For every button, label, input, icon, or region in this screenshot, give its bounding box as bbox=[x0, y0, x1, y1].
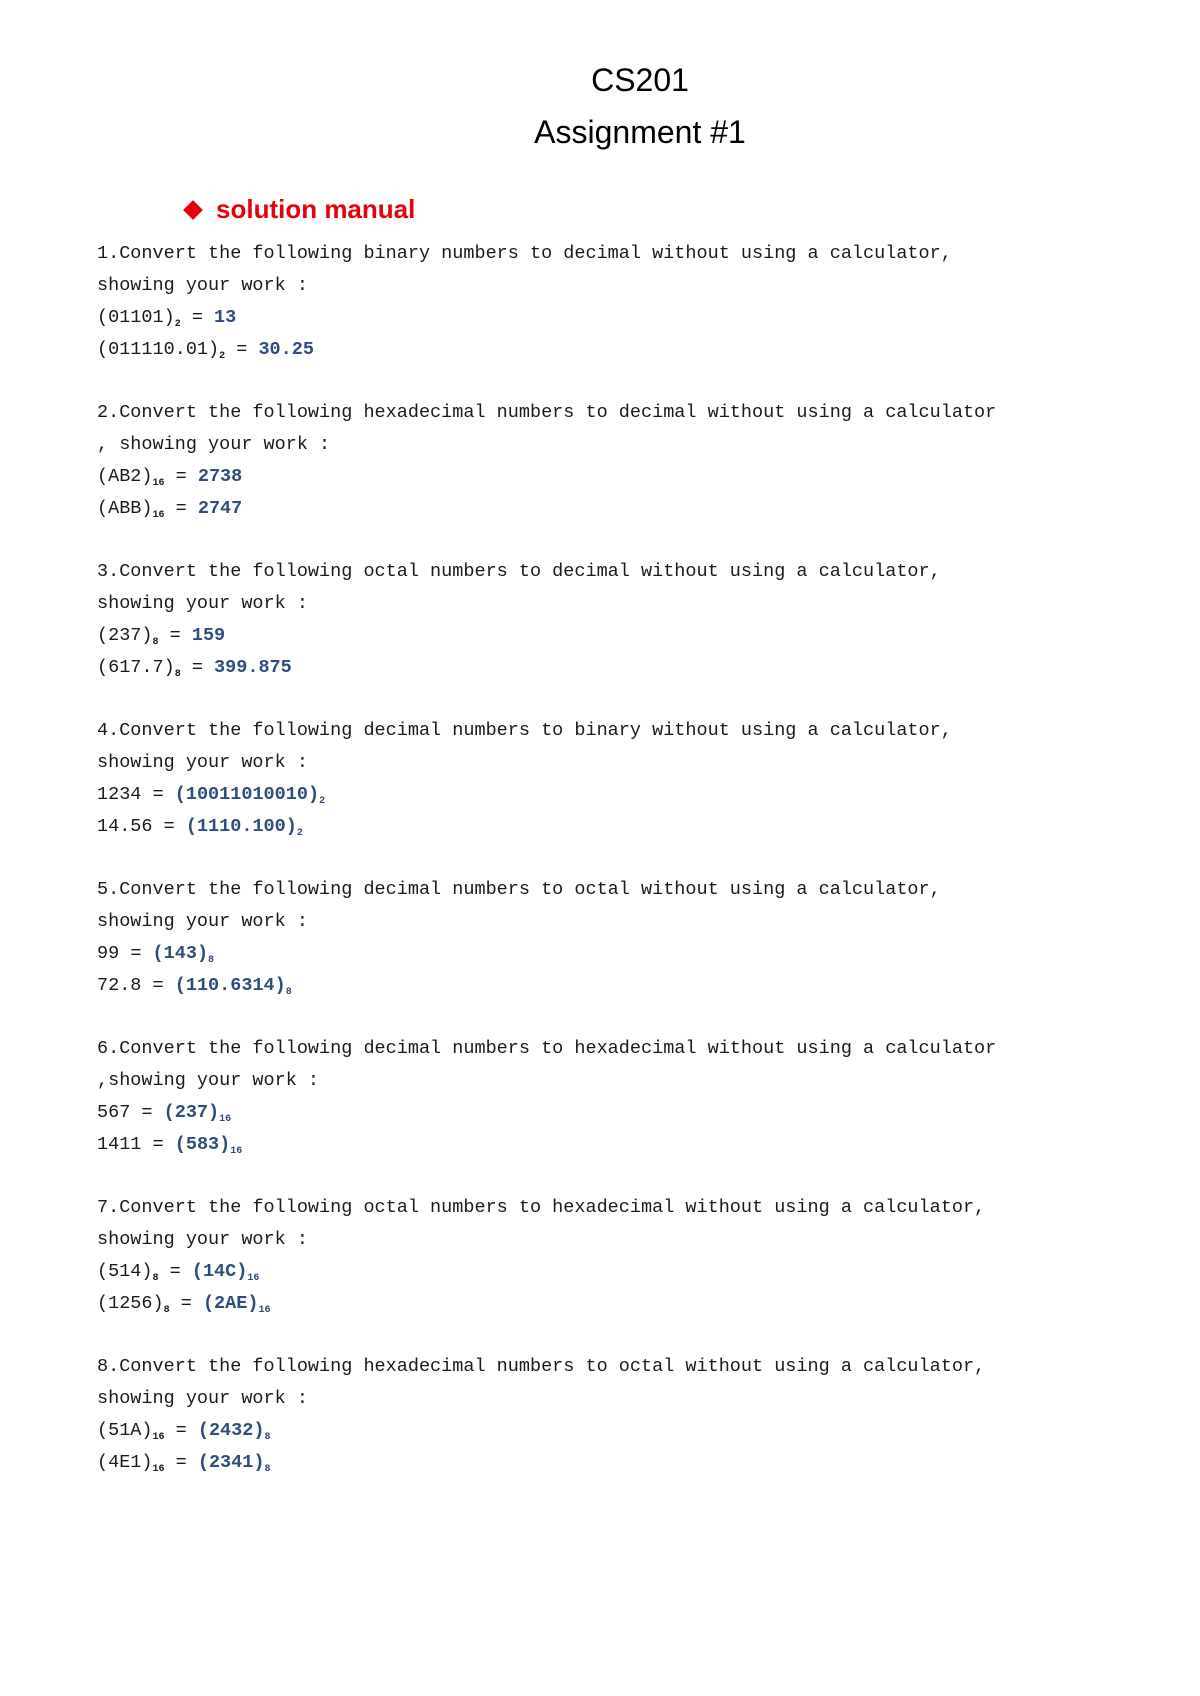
equals-sign: = bbox=[158, 625, 192, 646]
source-base: 2 bbox=[174, 319, 181, 330]
question-text: 3.Convert the following octal numbers to decimal without using a calculator, bbox=[97, 561, 941, 582]
answer-base: 16 bbox=[219, 1114, 232, 1125]
source-base: 16 bbox=[152, 1464, 165, 1475]
question-block bbox=[97, 874, 1137, 1002]
question-block bbox=[97, 1033, 1137, 1161]
question-block bbox=[97, 1192, 1137, 1320]
source-number: (4E1) bbox=[97, 1452, 153, 1473]
source-number: (011110.01) bbox=[97, 339, 220, 360]
conversion-row bbox=[97, 1288, 1137, 1320]
conversion-row bbox=[97, 334, 1137, 366]
question-block bbox=[97, 715, 1137, 843]
answer-number: (2341) bbox=[197, 1452, 265, 1473]
source-number: (ABB) bbox=[97, 498, 153, 519]
answer-base: 2 bbox=[296, 828, 303, 839]
equals-sign: = bbox=[141, 1134, 175, 1155]
equals-sign: = bbox=[164, 1420, 198, 1441]
question-text: showing your work : bbox=[97, 593, 308, 614]
answer-base: 8 bbox=[264, 1464, 271, 1475]
source-number: (AB2) bbox=[97, 466, 153, 487]
source-number: (01101) bbox=[97, 307, 175, 328]
conversion-row bbox=[97, 1415, 1137, 1447]
conversion-row bbox=[97, 1097, 1137, 1129]
equals-sign: = bbox=[119, 943, 153, 964]
question-text: 7.Convert the following octal numbers to hexadecimal without using a calculator, bbox=[97, 1197, 986, 1218]
solution-heading-label: solution manual bbox=[216, 194, 416, 224]
equals-sign: = bbox=[180, 657, 215, 678]
answer-base: 8 bbox=[264, 1432, 271, 1443]
conversion-row bbox=[97, 1447, 1137, 1479]
course-title: CS201 bbox=[591, 62, 689, 98]
source-base: 16 bbox=[152, 510, 165, 521]
question-text: 1.Convert the following binary numbers to decimal without using a calculator, bbox=[97, 243, 952, 264]
source-base: 8 bbox=[163, 1305, 170, 1316]
question-text: showing your work : bbox=[97, 1388, 308, 1409]
question-text: showing your work : bbox=[97, 1229, 308, 1250]
answer-number: 399.875 bbox=[214, 657, 292, 678]
question-block bbox=[97, 397, 1137, 525]
source-base: 2 bbox=[219, 351, 226, 362]
question-text: ,showing your work : bbox=[97, 1070, 320, 1091]
answer-number: (583) bbox=[174, 1134, 231, 1155]
conversion-row bbox=[97, 938, 1137, 970]
question-text: 6.Convert the following decimal numbers to hexadecimal without using a calculator bbox=[97, 1038, 997, 1059]
source-base: 8 bbox=[152, 637, 159, 648]
answer-number: (14C) bbox=[191, 1261, 248, 1282]
conversion-row bbox=[97, 493, 1137, 525]
source-number: (51A) bbox=[97, 1420, 153, 1441]
answer-base: 2 bbox=[319, 796, 326, 807]
answer-number: 159 bbox=[191, 625, 226, 646]
equals-sign: = bbox=[130, 1102, 164, 1123]
equals-sign: = bbox=[169, 1293, 203, 1314]
equals-sign: = bbox=[158, 1261, 192, 1282]
conversion-row bbox=[97, 970, 1137, 1002]
question-text: showing your work : bbox=[97, 911, 308, 932]
source-number: 1234 bbox=[97, 784, 142, 805]
answer-number: (1110.100) bbox=[185, 816, 297, 837]
source-number: 14.56 bbox=[97, 816, 153, 837]
source-number: (1256) bbox=[97, 1293, 164, 1314]
question-text: 2.Convert the following hexadecimal numbers to decimal without using a calculator bbox=[97, 402, 997, 423]
answer-base: 8 bbox=[208, 955, 215, 966]
source-base: 8 bbox=[152, 1273, 159, 1284]
source-number: 72.8 bbox=[97, 975, 142, 996]
answer-number: 2738 bbox=[197, 466, 243, 487]
questions-list bbox=[97, 238, 1137, 1510]
question-block bbox=[97, 1351, 1137, 1479]
answer-number: (10011010010) bbox=[174, 784, 320, 805]
conversion-row bbox=[97, 1129, 1137, 1161]
answer-number: (237) bbox=[163, 1102, 220, 1123]
conversion-row bbox=[97, 652, 1137, 684]
answer-base: 16 bbox=[247, 1273, 260, 1284]
answer-number: 2747 bbox=[197, 498, 243, 519]
equals-sign: = bbox=[141, 784, 175, 805]
question-text: 5.Convert the following decimal numbers to octal without using a calculator, bbox=[97, 879, 941, 900]
solution-heading bbox=[184, 194, 415, 225]
assignment-title: Assignment #1 bbox=[534, 114, 746, 150]
conversion-row bbox=[97, 620, 1137, 652]
answer-number: (143) bbox=[152, 943, 209, 964]
answer-base: 16 bbox=[258, 1305, 271, 1316]
answer-number: (110.6314) bbox=[174, 975, 286, 996]
source-number: 99 bbox=[97, 943, 120, 964]
question-block bbox=[97, 238, 1137, 366]
source-number: (617.7) bbox=[97, 657, 175, 678]
equals-sign: = bbox=[164, 498, 198, 519]
equals-sign: = bbox=[164, 1452, 198, 1473]
question-text: showing your work : bbox=[97, 275, 308, 296]
question-text: 8.Convert the following hexadecimal numbers to octal without using a calculator, bbox=[97, 1356, 986, 1377]
answer-number: (2432) bbox=[197, 1420, 265, 1441]
question-block bbox=[97, 556, 1137, 684]
source-base: 16 bbox=[152, 1432, 165, 1443]
answer-base: 16 bbox=[230, 1146, 243, 1157]
equals-sign: = bbox=[164, 466, 198, 487]
question-text: 4.Convert the following decimal numbers to binary without using a calculator, bbox=[97, 720, 952, 741]
question-text: showing your work : bbox=[97, 752, 308, 773]
source-number: 1411 bbox=[97, 1134, 142, 1155]
conversion-row bbox=[97, 461, 1137, 493]
equals-sign: = bbox=[152, 816, 186, 837]
question-text: , showing your work : bbox=[97, 434, 331, 455]
equals-sign: = bbox=[180, 307, 215, 328]
source-number: (237) bbox=[97, 625, 153, 646]
answer-number: 13 bbox=[214, 307, 237, 328]
answer-base: 8 bbox=[285, 987, 292, 998]
equals-sign: = bbox=[141, 975, 175, 996]
conversion-row bbox=[97, 779, 1137, 811]
source-number: (514) bbox=[97, 1261, 153, 1282]
conversion-row bbox=[97, 302, 1137, 334]
diamond-bullet-icon bbox=[183, 200, 203, 220]
answer-number: (2AE) bbox=[202, 1293, 259, 1314]
conversion-row bbox=[97, 1256, 1137, 1288]
source-base: 16 bbox=[152, 478, 165, 489]
source-base: 8 bbox=[174, 669, 181, 680]
equals-sign: = bbox=[225, 339, 259, 360]
answer-number: 30.25 bbox=[258, 339, 314, 360]
source-number: 567 bbox=[97, 1102, 131, 1123]
conversion-row bbox=[97, 811, 1137, 843]
